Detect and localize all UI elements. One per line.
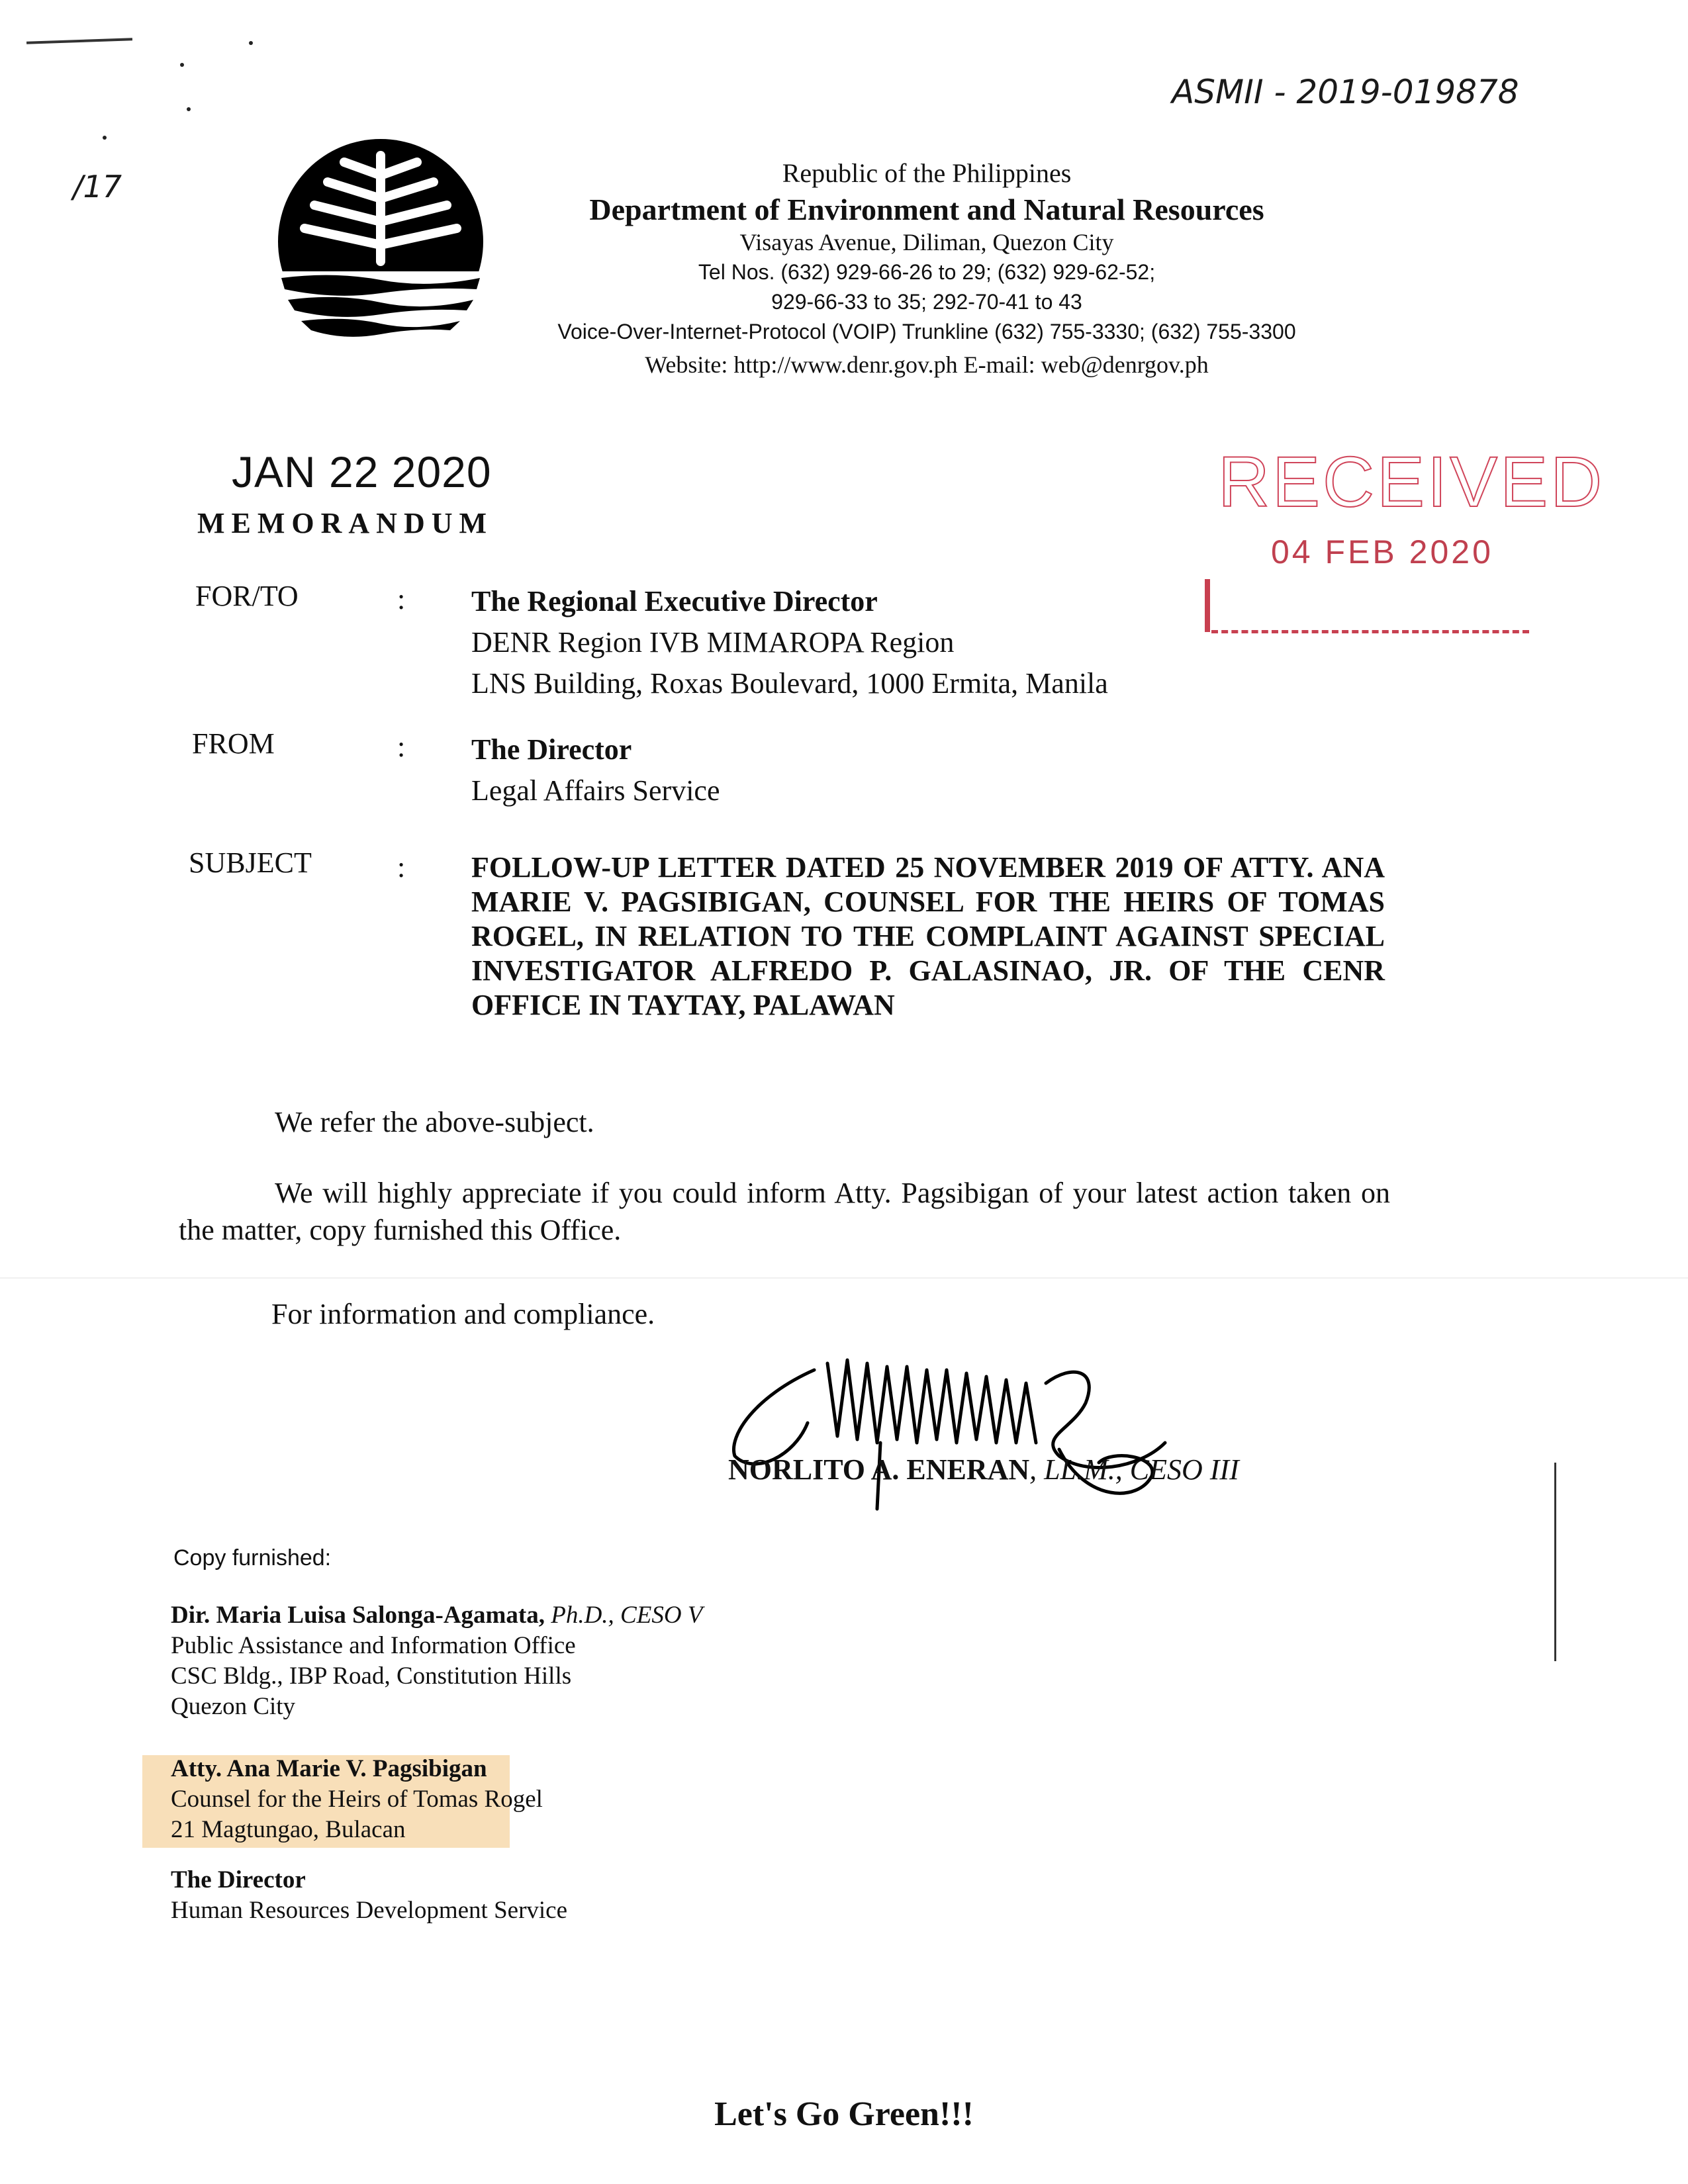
scan-dot (103, 136, 107, 140)
body-paragraph-1: We refer the above-subject. (275, 1106, 594, 1138)
cc-line: Counsel for the Heirs of Tomas Rogel (171, 1786, 543, 1813)
body-paragraph-3: For information and compliance. (271, 1298, 655, 1330)
scan-fold-line (0, 1277, 1688, 1279)
stamp-border (1205, 579, 1210, 632)
cc-title: Ph.D., CESO V (544, 1602, 703, 1629)
memo-title: MEMORANDUM (197, 507, 494, 539)
subject-text: FOLLOW-UP LETTER DATED 25 NOVEMBER 2019 OF ATTY. ANA MARIE V. PAGSIBIGAN, COUNSEL FOR THE HEIRS OF TOMAS ROGEL, IN RELATION TO THE COMPLAINT AGAINST SPECIAL INVESTIGATOR ALFREDO P. GALASINAO, JR. OF THE CENR OFFICE IN TAYTAY, PALAWAN (471, 851, 1385, 1021)
body-paragraph-2: We will highly appreciate if you could inform Atty. Pagsibigan of your latest action taken on the matter, copy furnished this Office. (179, 1177, 1390, 1246)
for-line3: LNS Building, Roxas Boulevard, 1000 Ermita, Manila (471, 667, 1108, 700)
for-recipient (471, 581, 1108, 704)
handwritten-margin-mark: /17 (73, 169, 122, 205)
signatory-name: NORLITO A. ENERAN (728, 1453, 1030, 1486)
for-name: The Regional Executive Director (471, 585, 878, 617)
denr-logo (275, 136, 487, 347)
scan-edge-line (1554, 1463, 1556, 1661)
received-stamp (1192, 440, 1605, 665)
scan-mark-line (26, 38, 132, 44)
from-sender (471, 729, 720, 811)
signatory-credentials: , LL.M., CESO III (1029, 1453, 1239, 1486)
cc-recipient (171, 1754, 543, 1845)
signature-scribble (715, 1343, 1192, 1516)
copy-furnished-heading: Copy furnished: (173, 1545, 332, 1570)
letterhead-tel-line1: Tel Nos. (632) 929-66-26 to 29; (632) 929-62-52; (698, 260, 1156, 284)
cc-line: Human Resources Development Service (171, 1897, 568, 1924)
cc-name: Atty. Ana Marie V. Pagsibigan (171, 1755, 487, 1782)
cc-line: CSC Bldg., IBP Road, Constitution Hills (171, 1662, 572, 1690)
stamp-date: 04 FEB 2020 (1271, 533, 1493, 570)
letterhead-republic: Republic of the Philippines (782, 158, 1072, 188)
from-name: The Director (471, 733, 632, 766)
scan-dot (249, 41, 253, 45)
for-colon: : (397, 583, 406, 615)
for-line2: DENR Region IVB MIMAROPA Region (471, 626, 955, 659)
scan-dot (187, 107, 191, 111)
cc-recipient (171, 1865, 567, 1926)
letterhead-department: Department of Environment and Natural Resources (589, 193, 1264, 226)
cc-recipient (171, 1600, 702, 1722)
handwritten-tracking-code: ASMII - 2019-019878 (1172, 73, 1519, 111)
footer-slogan: Let's Go Green!!! (714, 2095, 974, 2133)
letterhead-tel-line2: 929-66-33 to 35; 292-70-41 to 43 (771, 290, 1082, 314)
cc-name: Dir. Maria Luisa Salonga-Agamata, (171, 1602, 545, 1629)
subject-label: SUBJECT (189, 846, 312, 879)
cc-name: The Director (171, 1866, 306, 1893)
signatory (728, 1453, 1239, 1486)
from-label: FROM (192, 727, 275, 760)
subject-colon: : (397, 851, 406, 884)
letterhead-website: Website: http://www.denr.gov.ph E-mail: web@denrgov.ph (645, 351, 1209, 378)
stamp-dashed-line (1211, 630, 1529, 633)
from-colon: : (397, 731, 406, 763)
letterhead-voip: Voice-Over-Internet-Protocol (VOIP) Trunkline (632) 755-3330; (632) 755-3300 (557, 320, 1296, 343)
memo-date: JAN 22 2020 (232, 447, 492, 496)
cc-line: 21 Magtungao, Bulacan (171, 1816, 406, 1843)
letterhead-address: Visayas Avenue, Diliman, Quezon City (739, 229, 1114, 255)
for-label: FOR/TO (195, 580, 299, 612)
from-line2: Legal Affairs Service (471, 774, 720, 807)
cc-line: Public Assistance and Information Office (171, 1632, 576, 1659)
cc-line: Quezon City (171, 1693, 296, 1720)
scan-dot (180, 63, 184, 67)
stamp-label: RECEIVED (1218, 441, 1605, 522)
